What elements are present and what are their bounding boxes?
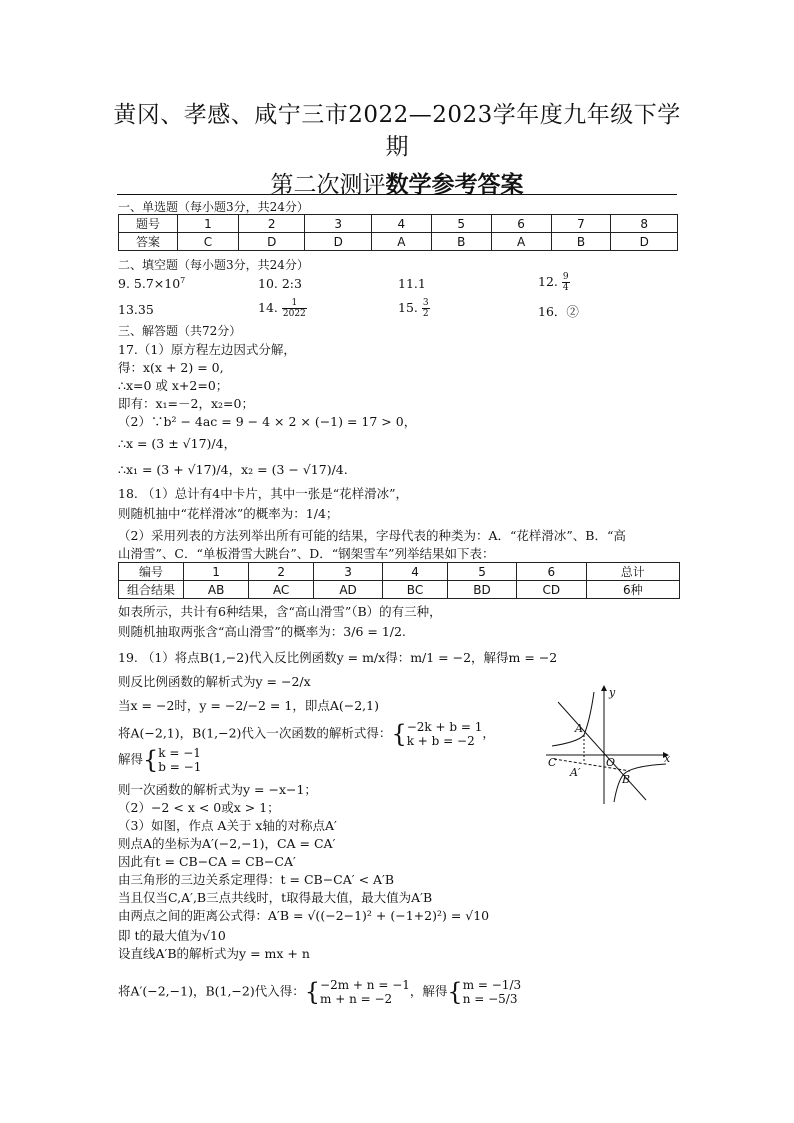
table-cell: B bbox=[431, 233, 491, 251]
origin-label: O bbox=[606, 756, 616, 769]
q19-system-line bbox=[118, 978, 521, 1006]
brace-icon: { bbox=[143, 746, 159, 774]
answer-q14 bbox=[258, 298, 307, 319]
equation-system bbox=[407, 720, 483, 748]
point-a-label: A bbox=[575, 722, 583, 735]
table-cell: 5 bbox=[448, 563, 517, 581]
table-cell-label: 答案 bbox=[119, 233, 178, 251]
table-cell: BC bbox=[383, 581, 448, 599]
equation-system bbox=[463, 978, 521, 1006]
table-row bbox=[119, 215, 678, 233]
table-cell: D bbox=[238, 233, 305, 251]
table-cell: 1 bbox=[178, 215, 239, 233]
q19-line: 设直线A′B的解析式为y = mx + n bbox=[118, 946, 310, 961]
section1-answer-table bbox=[118, 214, 678, 251]
q17-line: （2）∵b² − 4ac = 9 − 4 × 2 × (−1) = 17 > 0， bbox=[118, 414, 417, 429]
table-cell: 4 bbox=[383, 563, 448, 581]
equation: k = −1 bbox=[158, 746, 201, 760]
table-cell: 6种 bbox=[586, 581, 679, 599]
q19-system-line bbox=[118, 720, 495, 748]
table-cell-label: 组合结果 bbox=[119, 581, 184, 599]
q19-line: 19. （1）将点B(1,−2)代入反比例函数y = m/x得：m/1 = −2，解得m = −2 bbox=[118, 650, 558, 665]
q19-line: 则点A的坐标为A′(−2,−1)，CA = CA′ bbox=[118, 836, 336, 851]
q19-text: 解得 bbox=[118, 751, 144, 767]
q17-line: ∴x = (3 ± √17)/4， bbox=[118, 436, 237, 451]
answer-q15-label: 15. bbox=[398, 300, 418, 315]
segment-a-prime-b bbox=[554, 759, 630, 771]
equation: m = −1/3 bbox=[462, 978, 522, 992]
table-cell: 7 bbox=[551, 215, 611, 233]
table-row bbox=[119, 233, 678, 251]
equation: −2m + n = −1 bbox=[320, 978, 410, 992]
q18-result-table bbox=[118, 562, 680, 599]
q18-line: 则随机抽取两张含“高山滑雪”的概率为：3/6 = 1/2. bbox=[118, 624, 406, 639]
equation: −2k + b = 1 bbox=[406, 720, 483, 734]
table-cell: 6 bbox=[491, 215, 551, 233]
point-c-label: C bbox=[548, 756, 557, 769]
q18-line: 则随机抽中“花样滑冰”的概率为：1/4； bbox=[118, 506, 339, 521]
table-cell: AC bbox=[249, 581, 314, 599]
subtitle-bold: 数学参考答案 bbox=[385, 171, 524, 198]
equation: b = −1 bbox=[158, 760, 202, 774]
point-b-label: B bbox=[622, 773, 631, 786]
equation: k + b = −2 bbox=[406, 734, 475, 748]
q19-line: 当且仅当C,A′,B三点共线时，t取得最大值，最大值为A′B bbox=[118, 890, 433, 905]
fraction: $\frac{1}{2022}$ bbox=[282, 298, 306, 319]
table-row bbox=[119, 581, 680, 599]
document-title-line2: 期 bbox=[385, 134, 409, 160]
q18-line: （2）采用列表的方法列举出所有可能的结果，字母代表的种类为：A．“花样滑冰”、B．“高 bbox=[118, 528, 626, 543]
table-cell-label: 题号 bbox=[119, 215, 178, 233]
table-cell: 总计 bbox=[586, 563, 679, 581]
q17-line: 即有：x₁=－2，x₂=0； bbox=[118, 396, 254, 411]
point-a-prime-label: A′ bbox=[570, 766, 581, 779]
table-cell: 4 bbox=[371, 215, 431, 233]
section2-heading: 二、填空题（每小题3分，共24分） bbox=[118, 258, 309, 272]
q17-line: 得：x(x + 2) = 0, bbox=[118, 360, 224, 375]
q19-function-graph bbox=[540, 680, 680, 810]
q19-text: ，解得 bbox=[409, 983, 448, 999]
table-cell: D bbox=[305, 233, 372, 251]
brace-icon: { bbox=[447, 978, 463, 1006]
table-cell: CD bbox=[517, 581, 587, 599]
answer-q12-label: 12. bbox=[538, 274, 558, 289]
equation: n = −5/3 bbox=[462, 992, 518, 1006]
table-cell: AB bbox=[184, 581, 249, 599]
fraction: $\frac{9}{4}$ bbox=[562, 272, 569, 293]
answer-q10: 10. 2:3 bbox=[258, 276, 302, 291]
answer-q9-base: 9. 5.7×10 bbox=[118, 276, 181, 292]
q19-text: ， bbox=[482, 725, 495, 741]
q19-line: 即 t的最大值为√10 bbox=[118, 928, 226, 943]
q18-line: 山滑雪”、C．“单板滑雪大跳台”、D．“钢架雪车”列举结果如下表： bbox=[118, 546, 495, 561]
table-cell: 6 bbox=[517, 563, 587, 581]
table-cell: A bbox=[371, 233, 431, 251]
q17-line: 17.（1）原方程左边因式分解， bbox=[118, 342, 296, 357]
brace-icon: { bbox=[304, 978, 321, 1006]
table-cell: A bbox=[491, 233, 551, 251]
y-axis-label: y bbox=[609, 686, 616, 699]
q19-line: 则反比例函数的解析式为y = −2/x bbox=[118, 674, 311, 689]
q19-solution-line bbox=[118, 746, 201, 774]
q18-line: 18. （1）总计有4中卡片，其中一张是“花样滑冰”， bbox=[118, 486, 409, 501]
table-cell: BD bbox=[448, 581, 517, 599]
table-cell-label: 编号 bbox=[119, 563, 184, 581]
section1-heading: 一、单选题（每小题3分，共24分） bbox=[118, 200, 309, 214]
title-divider bbox=[117, 194, 677, 195]
q19-line: 由两点之间的距离公式得：A′B = √((−2−1)² + (−1+2)²) = √10 bbox=[118, 908, 490, 923]
q19-line: 则一次函数的解析式为y = −x−1； bbox=[118, 782, 317, 797]
answer-q9-exponent: 7 bbox=[180, 276, 186, 285]
equation: m + n = −2 bbox=[320, 992, 393, 1006]
table-cell: 2 bbox=[249, 563, 314, 581]
answer-q13: 13.35 bbox=[118, 302, 154, 317]
table-cell: D bbox=[611, 233, 678, 251]
equation-system bbox=[158, 746, 201, 774]
table-cell: 1 bbox=[184, 563, 249, 581]
table-row bbox=[119, 563, 680, 581]
table-cell: 2 bbox=[238, 215, 305, 233]
q19-line: （3）如图，作点 A关于 x轴的对称点A′ bbox=[118, 818, 337, 833]
answer-q9 bbox=[118, 276, 185, 291]
document-title-line1: 黄冈、孝感、咸宁三市2022—2023学年度九年级下学 bbox=[113, 102, 681, 128]
q19-line: （2）−2 < x < 0或x > 1； bbox=[118, 800, 280, 815]
answer-q14-label: 14. bbox=[258, 300, 278, 315]
section3-heading: 三、解答题（共72分） bbox=[118, 324, 242, 338]
q19-line: 因此有t = CB−CA = CB−CA′ bbox=[118, 854, 296, 869]
answer-q12 bbox=[538, 272, 570, 293]
q17-line: ∴x₁ = (3 + √17)/4，x₂ = (3 − √17)/4. bbox=[118, 462, 348, 477]
linear-function-line bbox=[558, 702, 646, 800]
table-cell: B bbox=[551, 233, 611, 251]
table-cell: 3 bbox=[305, 215, 372, 233]
table-cell: AD bbox=[314, 581, 383, 599]
q19-line: 当x = −2时，y = −2/−2 = 1，即点A(−2,1) bbox=[118, 698, 379, 713]
table-cell: C bbox=[178, 233, 239, 251]
q19-text: 将A′(−2,−1)，B(1,−2)代入得： bbox=[118, 983, 305, 999]
equation-system bbox=[320, 978, 410, 1006]
table-cell: 8 bbox=[611, 215, 678, 233]
q19-line: 由三角形的三边关系定理得：t = CB−CA′ < A′B bbox=[118, 872, 395, 887]
answer-q11: 11.1 bbox=[398, 276, 426, 291]
brace-icon: { bbox=[391, 720, 407, 748]
x-axis-label: x bbox=[664, 752, 671, 765]
table-cell: 3 bbox=[314, 563, 383, 581]
table-cell: 5 bbox=[431, 215, 491, 233]
answer-q16: 16．② bbox=[538, 304, 579, 319]
q19-text: 将A(−2,1)，B(1,−2)代入一次函数的解析式得： bbox=[118, 725, 392, 741]
subtitle-plain: 第二次测评 bbox=[270, 172, 386, 198]
answer-q15 bbox=[398, 298, 430, 319]
fraction: $\frac{3}{2}$ bbox=[422, 298, 429, 319]
q18-line: 如表所示，共计有6种结果，含“高山滑雪”（B）的有三种， bbox=[118, 604, 442, 619]
q17-line: ∴x=0 或 x+2=0； bbox=[118, 378, 229, 393]
